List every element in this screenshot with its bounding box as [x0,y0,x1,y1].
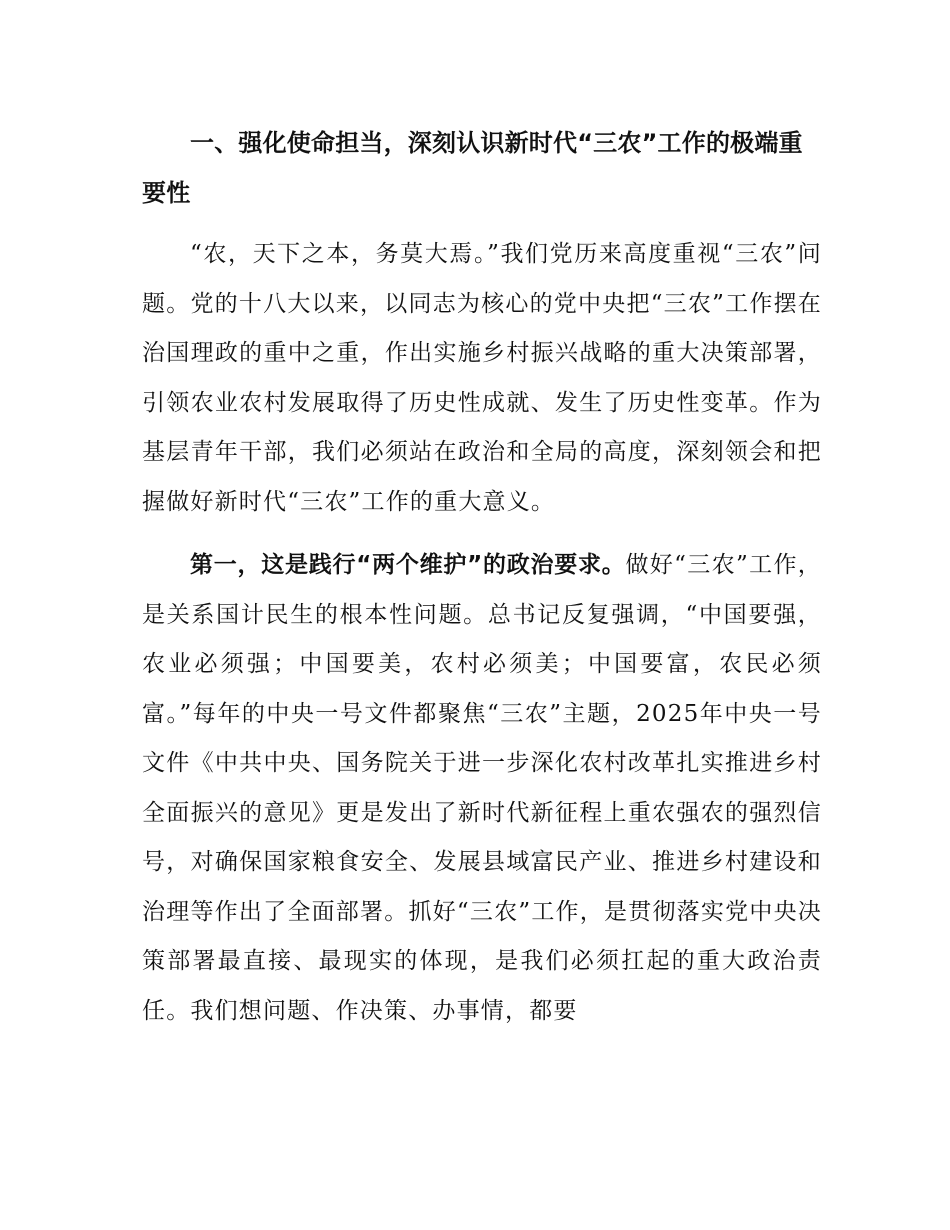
paragraph-lead-sentence: 第一，这是践行“两个维护”的政治要求。 [190,552,626,578]
paragraph-first-point [142,541,822,1036]
paragraph-intro: “农，天下之本，务莫大焉。”我们党历来高度重视“三农”问题。党的十八大以来，以同志为核心的党中央把“三农”工作摆在治国理政的重中之重，作出实施乡村振兴战略的重大决策部署，引领农业农村发展取得了历史性成就、发生了历史性变革。作为基层青年干部，我们必须站在政治和全局的高度，深刻领会和把握做好新时代“三农”工作的重大意义。 [142,241,822,515]
paragraph-body-text: 做好“三农”工作，是关系国计民生的根本性问题。总书记反复强调，“中国要强，农业必须强；中国要美，农村必须美；中国要富，农民必须富。”每年的中央一号文件都聚焦“三农”主题，2025年中央一号文件《中共中央、国务院关于进一步深化农村改革扎实推进乡村全面振兴的意见》更是发出了新时代新征程上重农强农的强烈信号，对确保国家粮食安全、发展县域富民产业、推进乡村建设和治理等作出了全面部署。抓好“三农”工作，是贯彻落实党中央决策部署最直接、最现实的体现，是我们必须扛起的重大政治责任。我们想问题、作决策、办事情，都要 [142,552,822,1024]
section-heading: 一、强化使命担当，深刻认识新时代“三农”工作的极端重要性 [142,129,803,207]
document-body [142,118,822,1036]
